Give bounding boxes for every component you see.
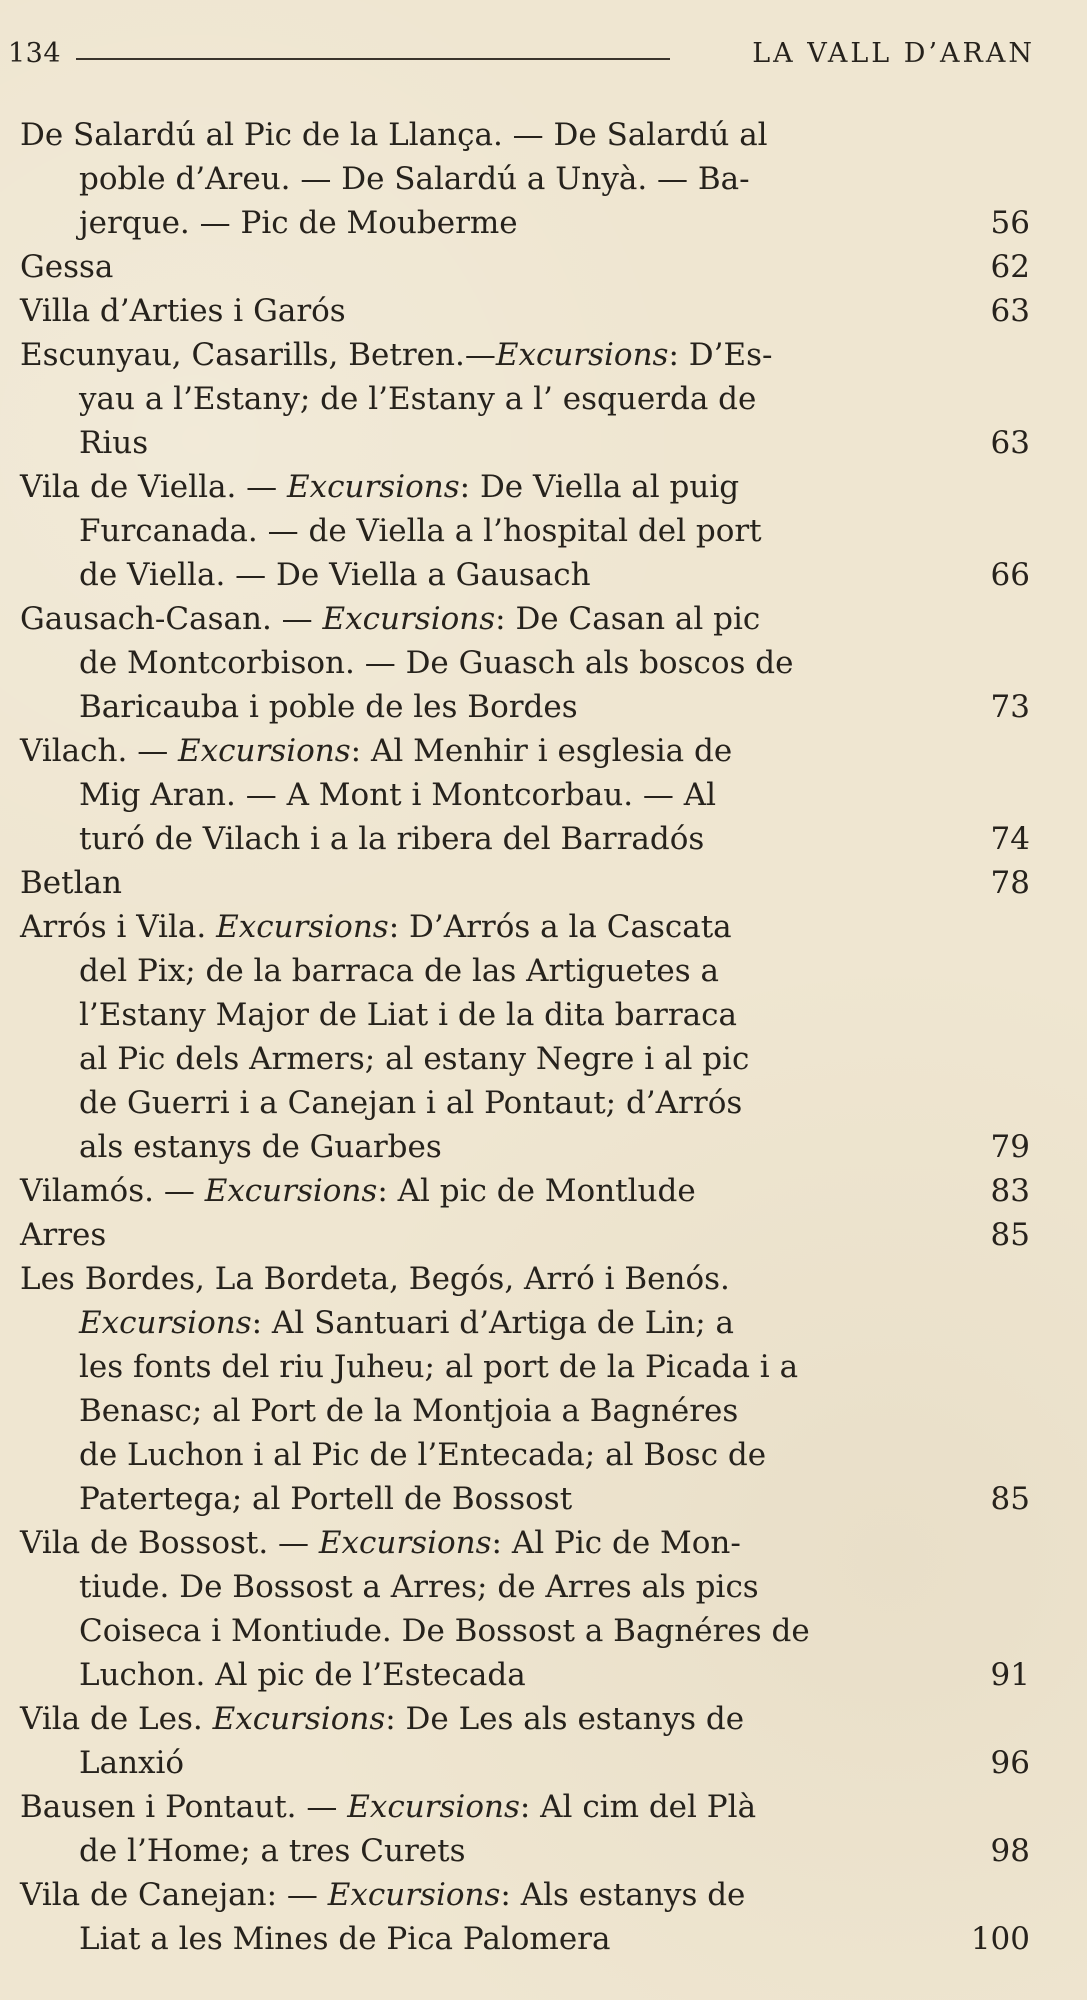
toc-page-number: 98 (990, 1833, 1030, 1869)
text-segment: Arres (20, 1217, 107, 1253)
text-segment: : Al cim del Plà (519, 1789, 757, 1825)
text-segment: jerque. — Pic de Mouberme (79, 205, 518, 241)
toc-entry-text (79, 157, 750, 201)
toc-entry-continuation-line (20, 421, 1030, 465)
text-segment: Betlan (20, 865, 122, 901)
text-segment: Furcanada. — de Viella a l’hospital del port (79, 513, 762, 549)
toc-entry-text (79, 201, 518, 245)
toc-entry-continuation-line (20, 1037, 1030, 1081)
toc-entry-continuation-line (20, 1653, 1030, 1697)
toc-entry-text (79, 1829, 466, 1873)
toc-entry-text (79, 1653, 526, 1697)
header-rule (76, 58, 670, 60)
toc-entry-text (79, 1081, 742, 1125)
toc-entry-title-line (20, 1257, 1030, 1301)
text-segment: de l’Home; a tres Curets (79, 1833, 466, 1869)
toc-entry-text (79, 1917, 610, 1961)
toc-entry (20, 1213, 1030, 1257)
text-segment: Bausen i Pontaut. — (20, 1789, 348, 1825)
text-segment: : Al pic de Montlude (377, 1173, 696, 1209)
toc-page-number: 78 (990, 865, 1030, 901)
running-title: LA VALL D’ARAN (752, 38, 1035, 69)
toc-entry (20, 1697, 1030, 1785)
text-segment: : Al Pic de Mon- (491, 1525, 741, 1561)
toc-entry-title-line (20, 465, 1030, 509)
text-segment: Rius (79, 425, 149, 461)
text-segment: Gessa (20, 249, 114, 285)
toc-entry-continuation-line (20, 1389, 1030, 1433)
italic-text-segment: Excursions (318, 1525, 492, 1561)
italic-text-segment: Excursions (322, 601, 496, 637)
toc-entry-text (79, 1345, 798, 1389)
text-segment: : De Les als estanys de (385, 1701, 745, 1737)
toc-entry-text (79, 1433, 766, 1477)
toc-entry-text (20, 1521, 741, 1565)
toc-entry-continuation-line (20, 1301, 1030, 1345)
toc-entry-text (79, 1477, 572, 1521)
toc-entry (20, 1785, 1030, 1873)
toc-entry-title-line (20, 729, 1030, 773)
toc-page-number: 56 (990, 205, 1030, 241)
toc-entry-continuation-line (20, 509, 1030, 553)
italic-text-segment: Excursions (327, 1877, 501, 1913)
toc-entry-title-line (20, 1785, 1030, 1829)
toc-entry-title-line (20, 1521, 1030, 1565)
toc-entry (20, 289, 1030, 333)
toc-entry-text (20, 289, 346, 333)
toc-entry-text (79, 1037, 749, 1081)
toc-entry (20, 1169, 1030, 1213)
italic-text-segment: Excursions (347, 1789, 520, 1825)
text-segment: : Als estanys de (500, 1877, 746, 1913)
toc-entry-text (20, 333, 773, 377)
toc-entry-continuation-line (20, 377, 1030, 421)
toc-page-number: 79 (990, 1129, 1030, 1165)
toc-entry-title-line (20, 1873, 1030, 1917)
toc-page-number: 62 (990, 249, 1030, 285)
toc-entry-title-line (20, 289, 1030, 333)
toc-entry-continuation-line (20, 553, 1030, 597)
text-segment: Gausach-Casan. — (20, 601, 323, 637)
toc-page-number: 85 (990, 1481, 1030, 1517)
toc-entry-text (20, 1213, 106, 1257)
text-segment: Vilach. — (20, 733, 179, 769)
toc-entry (20, 465, 1030, 597)
toc-entry (20, 905, 1030, 1169)
toc-entry-text (79, 1125, 442, 1169)
text-segment: Luchon. Al pic de l’Estecada (79, 1657, 526, 1693)
toc-entry (20, 1873, 1030, 1961)
text-segment: turó de Vilach i a la ribera del Barradós (79, 821, 705, 857)
italic-text-segment: Excursions (287, 469, 460, 505)
page-number: 134 (8, 38, 62, 69)
toc-page-number: 91 (990, 1657, 1030, 1693)
toc-entry-continuation-line (20, 1741, 1030, 1785)
text-segment: Benasc; al Port de la Montjoia a Bagnéres (79, 1393, 739, 1429)
text-segment: Vila de Bossost. — (20, 1525, 319, 1561)
text-segment: Vila de Les. (20, 1701, 213, 1737)
toc-entry-text (79, 1741, 184, 1785)
toc-entry-title-line (20, 1697, 1030, 1741)
toc-entry-text (20, 1257, 730, 1301)
table-of-contents (20, 113, 1030, 1961)
toc-entry-text (20, 905, 732, 949)
toc-entry-text (79, 1389, 738, 1433)
toc-entry (20, 597, 1030, 729)
text-segment: Vilamós. — (20, 1173, 205, 1209)
text-segment: Villa d’Arties i Garós (20, 293, 346, 329)
toc-entry-continuation-line (20, 1125, 1030, 1169)
toc-page-number: 63 (990, 425, 1030, 461)
toc-entry-title-line (20, 861, 1030, 905)
toc-entry (20, 861, 1030, 905)
text-segment: : Al Santuari d’Artiga de Lin; a (251, 1305, 735, 1341)
italic-text-segment: Excursions (495, 337, 669, 373)
toc-entry-title-line (20, 1213, 1030, 1257)
toc-entry-text (79, 949, 719, 993)
toc-entry-continuation-line (20, 157, 1030, 201)
toc-page-number: 100 (970, 1921, 1030, 1957)
italic-text-segment: Excursions (178, 733, 351, 769)
text-segment: Baricauba i poble de les Bordes (79, 689, 578, 725)
toc-entry-continuation-line (20, 1433, 1030, 1477)
text-segment: de Viella. — De Viella a Gausach (79, 557, 591, 593)
page-header (8, 38, 1035, 78)
toc-entry-text (79, 817, 704, 861)
text-segment: al Pic dels Armers; al estany Negre i al pic (79, 1041, 750, 1077)
italic-text-segment: Excursions (204, 1173, 378, 1209)
text-segment: : D’Arrós a la Cascata (388, 909, 732, 945)
toc-entry-text (20, 1785, 756, 1829)
toc-page-number: 96 (990, 1745, 1030, 1781)
toc-entry-text (20, 465, 739, 509)
text-segment: Arrós i Vila. (20, 909, 217, 945)
toc-entry-text (20, 861, 122, 905)
toc-entry-text (20, 113, 768, 157)
toc-page-number: 85 (990, 1217, 1030, 1253)
toc-page-number: 73 (990, 689, 1030, 725)
toc-entry-text (20, 597, 760, 641)
text-segment: : Al Menhir i esglesia de (350, 733, 733, 769)
toc-entry-text (79, 1609, 810, 1653)
text-segment: Vila de Canejan: — (20, 1877, 328, 1913)
toc-entry-title-line (20, 1169, 1030, 1213)
text-segment: Mig Aran. — A Mont i Montcorbau. — Al (79, 777, 717, 813)
toc-entry-continuation-line (20, 1829, 1030, 1873)
toc-entry-title-line (20, 905, 1030, 949)
toc-entry (20, 113, 1030, 245)
text-segment: de Guerri i a Canejan i al Pontaut; d’Arrós (79, 1085, 743, 1121)
text-segment: Lanxió (79, 1745, 185, 1781)
toc-entry-text (20, 1873, 745, 1917)
toc-entry-continuation-line (20, 201, 1030, 245)
toc-entry (20, 245, 1030, 289)
italic-text-segment: Excursions (79, 1305, 252, 1341)
toc-entry-text (79, 641, 793, 685)
toc-entry-text (20, 729, 732, 773)
toc-entry (20, 729, 1030, 861)
toc-entry-title-line (20, 597, 1030, 641)
text-segment: de Luchon i al Pic de l’Entecada; al Bosc de (79, 1437, 767, 1473)
toc-entry-text (79, 773, 716, 817)
toc-entry-text (79, 421, 148, 465)
toc-entry-text (79, 509, 762, 553)
toc-entry-text (79, 553, 591, 597)
text-segment: : De Casan al pic (495, 601, 761, 637)
text-segment: les fonts del riu Juheu; al port de la Picada i a (79, 1349, 799, 1385)
text-segment: Escunyau, Casarills, Betren.— (20, 337, 496, 373)
toc-page-number: 83 (990, 1173, 1030, 1209)
toc-entry-text (79, 993, 737, 1037)
toc-entry-continuation-line (20, 949, 1030, 993)
toc-entry-title-line (20, 113, 1030, 157)
toc-entry-title-line (20, 245, 1030, 289)
toc-entry-continuation-line (20, 773, 1030, 817)
toc-entry-continuation-line (20, 1345, 1030, 1389)
toc-entry-continuation-line (20, 1565, 1030, 1609)
toc-entry-text (20, 1169, 696, 1213)
toc-entry (20, 333, 1030, 465)
toc-entry (20, 1521, 1030, 1697)
italic-text-segment: Excursions (216, 909, 389, 945)
toc-page-number: 63 (990, 293, 1030, 329)
text-segment: de Montcorbison. — De Guasch als boscos de (79, 645, 794, 681)
text-segment: Liat a les Mines de Pica Palomera (79, 1921, 611, 1957)
text-segment: Patertega; al Portell de Bossost (79, 1481, 573, 1517)
toc-entry-continuation-line (20, 685, 1030, 729)
toc-entry-continuation-line (20, 1477, 1030, 1521)
toc-entry-continuation-line (20, 1917, 1030, 1961)
text-segment: l’Estany Major de Liat i de la dita barraca (79, 997, 737, 1033)
text-segment: tiude. De Bossost a Arres; de Arres als pics (79, 1569, 759, 1605)
text-segment: : De Viella al puig (459, 469, 740, 505)
toc-entry-text (20, 245, 113, 289)
toc-entry-continuation-line (20, 641, 1030, 685)
text-segment: : D’Es- (668, 337, 773, 373)
text-segment: poble d’Areu. — De Salardú a Unyà. — Ba- (79, 161, 750, 197)
toc-entry-text (79, 1565, 759, 1609)
toc-page-number: 74 (990, 821, 1030, 857)
text-segment: De Salardú al Pic de la Llança. — De Salardú al (20, 117, 768, 153)
toc-entry (20, 1257, 1030, 1521)
text-segment: als estanys de Guarbes (79, 1129, 442, 1165)
toc-entry-continuation-line (20, 1609, 1030, 1653)
toc-entry-text (79, 377, 756, 421)
toc-entry-continuation-line (20, 817, 1030, 861)
text-segment: Vila de Viella. — (20, 469, 288, 505)
toc-entry-text (20, 1697, 744, 1741)
toc-entry-title-line (20, 333, 1030, 377)
italic-text-segment: Excursions (212, 1701, 386, 1737)
toc-entry-continuation-line (20, 993, 1030, 1037)
toc-entry-text (79, 685, 578, 729)
text-segment: yau a l’Estany; de l’Estany a l’ esquerda de (79, 381, 757, 417)
text-segment: Les Bordes, La Bordeta, Begós, Arró i Benós. (20, 1261, 730, 1297)
text-segment: Coiseca i Montiude. De Bossost a Bagnéres de (79, 1613, 810, 1649)
text-segment: del Pix; de la barraca de las Artiguetes a (79, 953, 719, 989)
toc-entry-text (79, 1301, 734, 1345)
toc-page-number: 66 (990, 557, 1030, 593)
toc-entry-continuation-line (20, 1081, 1030, 1125)
